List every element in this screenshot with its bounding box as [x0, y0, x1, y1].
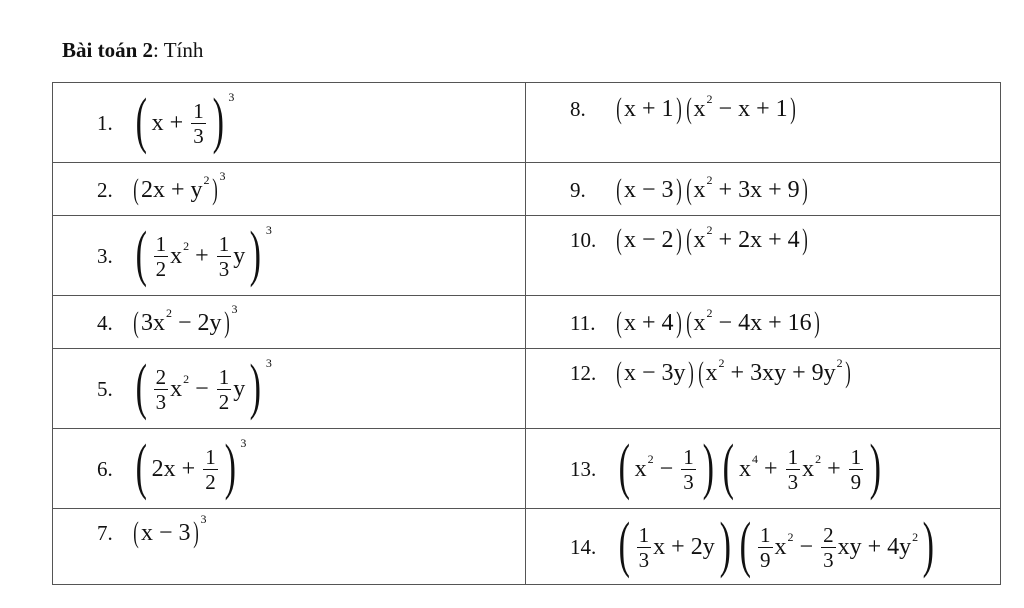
exercise-cell: [53, 349, 526, 429]
exercise-cell: [53, 216, 526, 296]
exercise-cell: [526, 349, 1001, 429]
exercise-10: 10. ( x − 2 ) ( x $^2$ + 2x + 4 ): [570, 222, 808, 256]
exercise-cell: [526, 163, 1001, 216]
page-title: Bài toán 2: Tính: [62, 38, 204, 62]
exercise-12: 12. ( x − 3y ) ( x $^2$ + 3xy + 9y $^2$ ): [570, 355, 851, 389]
exercise-6: 6. ( 2x + $\frac{1}{2}$ ) 3: [97, 433, 247, 501]
exercise-11: 11. ( x + 4 ) ( x $^2$ − 4x + 16 ): [570, 305, 820, 339]
exercise-cell: [53, 163, 526, 216]
exercise-cell: [53, 296, 526, 349]
exercise-13: 13. ( x $^2$ − $\frac{1}{3}$ ) ( x $^4$ + $\frac{1}{3}$ x $^2$ + $\frac{1}{9}$ ): [570, 433, 882, 501]
exercise-cell: [526, 429, 1001, 509]
exercise-cell: [526, 509, 1001, 585]
exercise-8: 8. ( x + 1 ) ( x $^2$ − x + 1 ): [570, 91, 796, 125]
exercise-14: 14. ( $\frac{1}{3}$ x + 2y ) ( $\frac{1}{9}$ x $^2$ − $\frac{2}{3}$ xy + 4y $^2$ ): [570, 511, 935, 579]
exercise-1: 1. ( x + $\frac{1}{3}$ ) 3: [97, 87, 235, 155]
exercise-cell: [526, 83, 1001, 163]
exercise-cell: [526, 296, 1001, 349]
exercise-5: 5. ( $\frac{2}{3}$ x $^2$ − $\frac{1}{2}$ y ) 3: [97, 353, 272, 421]
exercise-7: 7. ( x − 3 ) 3: [97, 512, 207, 549]
exercise-cell: [53, 509, 526, 585]
exercise-4: 4. ( 3x $^2$ − 2y ) 3: [97, 302, 238, 339]
exercise-9: 9. ( x − 3 ) ( x $^2$ + 3x + 9 ): [570, 172, 808, 206]
exercise-table: [52, 82, 1001, 585]
exercise-2: 2. ( 2x + y $^2$ ) 3: [97, 169, 226, 206]
exercise-3: 3. ( $\frac{1}{2}$ x $^2$ + $\frac{1}{3}$ y ) 3: [97, 220, 272, 288]
exercise-cell: [53, 429, 526, 509]
exercise-cell: [526, 216, 1001, 296]
exercise-cell: [53, 83, 526, 163]
